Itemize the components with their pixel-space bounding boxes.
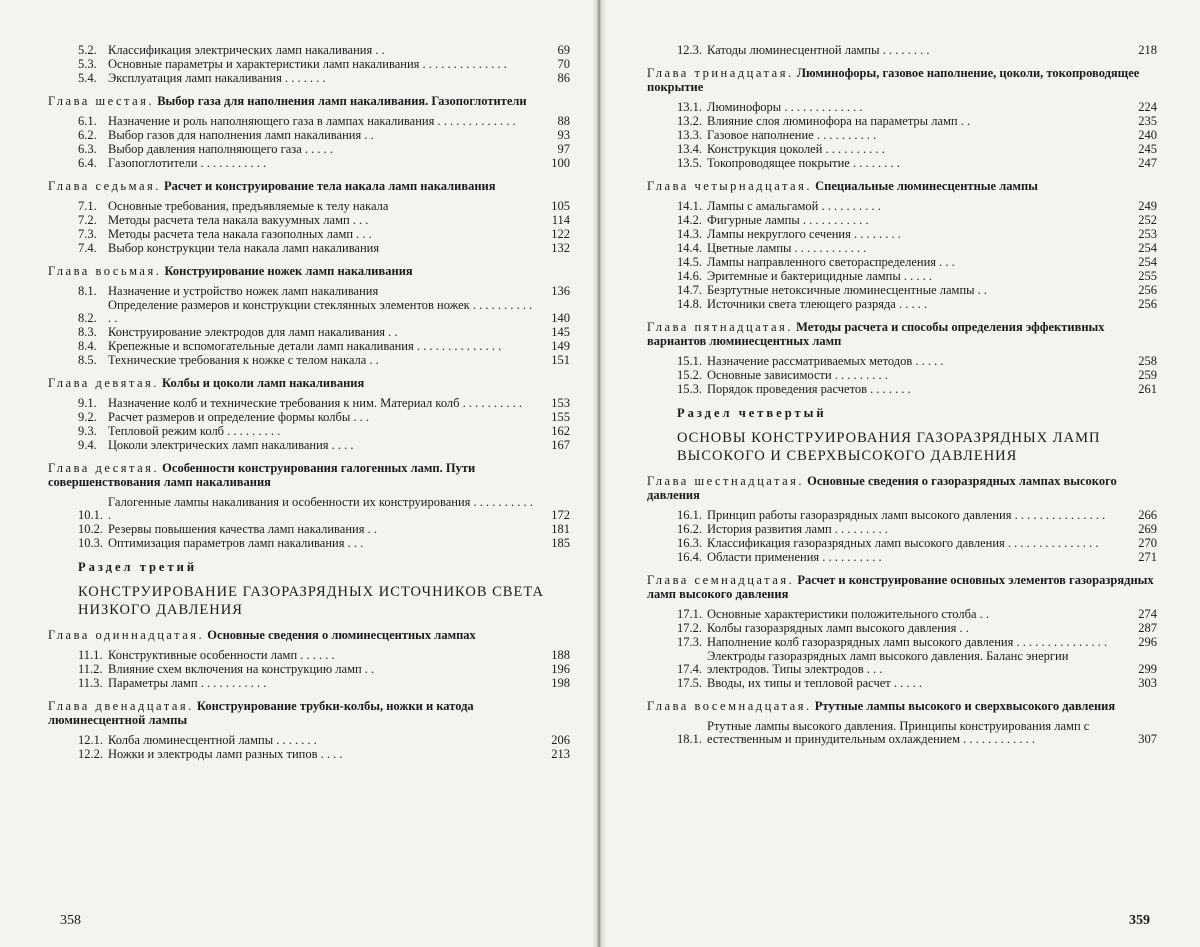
toc-entry [78, 496, 570, 522]
toc-entry [677, 270, 1157, 283]
toc-entry-title: История развития ламп . . . . . . . . . [707, 522, 888, 536]
toc-entry [677, 537, 1157, 550]
chapter-number: Глава семнадцатая. [647, 573, 795, 587]
chapter-number: Глава десятая. [48, 461, 160, 475]
toc-entry-page: 136 [551, 284, 570, 298]
toc-entry [78, 397, 570, 410]
chapter-title: Основные сведения о люминесцентных лампах [207, 628, 476, 642]
toc-entry-title: Влияние слоя люминофора на параметры ламп . . [707, 114, 971, 128]
toc-entry-title: Классификация газоразрядных ламп высокого давления . . . . . . . . . . . . . . . [707, 536, 1099, 550]
toc-entry-number: 9.4. [78, 438, 97, 452]
toc-entry-page: 254 [1138, 241, 1157, 255]
toc-entry-title: Методы расчета тела накала вакуумных ламп . . . [108, 213, 369, 227]
toc-entry-page: 252 [1138, 213, 1157, 227]
toc-entry-title: Колбы газоразрядных ламп высокого давления . . [707, 621, 969, 635]
toc-entry [78, 299, 570, 325]
toc-entry-title: Крепежные и вспомогательные детали ламп накаливания . . . . . . . . . . . . . . [108, 339, 502, 353]
toc-entry-number: 9.1. [78, 396, 97, 410]
toc-entry-title: Тепловой режим колб . . . . . . . . . [108, 424, 281, 438]
toc-entry-number: 14.6. [677, 269, 702, 283]
toc-entry-title: Основные зависимости . . . . . . . . . [707, 368, 888, 382]
toc-entry-page: 86 [557, 71, 570, 85]
chapter-number: Глава шестая. [48, 94, 155, 108]
toc-entry-page: 261 [1138, 382, 1157, 396]
toc-entry-number: 10.2. [78, 522, 103, 536]
toc-entry [78, 44, 570, 57]
toc-entry [78, 72, 570, 85]
toc-entry-page: 256 [1138, 283, 1157, 297]
toc-entry-page: 296 [1138, 635, 1157, 649]
toc-entry-page: 266 [1138, 508, 1157, 522]
toc-entry-number: 5.3. [78, 57, 97, 71]
toc-entry-number: 14.8. [677, 297, 702, 311]
chapter-heading [48, 376, 570, 390]
toc-entry-number: 14.5. [677, 255, 702, 269]
toc-entry-number: 11.1. [78, 648, 103, 662]
toc-entry-page: 274 [1138, 607, 1157, 621]
toc-entry [677, 157, 1157, 170]
chapter-number: Глава седьмая. [48, 179, 161, 193]
toc-entry-title: Конструирование электродов для ламп накаливания . . [108, 325, 398, 339]
toc-entry-page: 155 [551, 410, 570, 424]
toc-entry-page: 198 [551, 676, 570, 690]
toc-entry-page: 245 [1138, 142, 1157, 156]
chapter-title: Особенности конструирования галогенных ламп. Пути совершенствования ламп накаливания [48, 461, 476, 489]
toc-entry-number: 16.4. [677, 550, 702, 564]
toc-entry-page: 307 [1138, 732, 1157, 746]
toc-entry-number: 18.1. [677, 732, 702, 746]
toc-entry-number: 10.3. [78, 536, 103, 550]
chapter-number: Глава тринадцатая. [647, 66, 794, 80]
toc-entry-page: 299 [1138, 662, 1157, 676]
toc-entry-title: Фигурные лампы . . . . . . . . . . . [707, 213, 869, 227]
toc-entry [78, 242, 570, 255]
toc-entry [677, 115, 1157, 128]
toc-entry-page: 213 [551, 747, 570, 761]
toc-entry [78, 734, 570, 747]
left-page-number: 358 [60, 913, 81, 928]
toc-entry-number: 15.2. [677, 368, 702, 382]
chapter-heading [647, 699, 1157, 713]
toc-entry-title: Ножки и электроды ламп разных типов . . . . [108, 747, 343, 761]
toc-entry-title: Влияние схем включения на конструкцию ламп . . [108, 662, 375, 676]
toc-entry-page: 206 [551, 733, 570, 747]
toc-entry-page: 145 [551, 325, 570, 339]
toc-entry-number: 12.2. [78, 747, 103, 761]
toc-entry-title: Выбор газов для наполнения ламп накаливания . . [108, 128, 374, 142]
toc-entry-number: 14.3. [677, 227, 702, 241]
toc-entry-title: Назначение и устройство ножек ламп накаливания [108, 284, 379, 298]
toc-entry-number: 17.3. [677, 635, 702, 649]
chapter-heading [48, 179, 570, 193]
toc-entry-number: 14.2. [677, 213, 702, 227]
toc-entry [78, 354, 570, 367]
toc-entry-number: 16.3. [677, 536, 702, 550]
chapter-number: Глава четырнадцатая. [647, 179, 812, 193]
toc-entry-page: 258 [1138, 354, 1157, 368]
toc-entry-title: Выбор давления наполняющего газа . . . . . [108, 142, 334, 156]
toc-entry-number: 9.2. [78, 410, 97, 424]
toc-entry [677, 636, 1157, 649]
toc-entry-title: Основные требования, предъявляемые к телу накала [108, 199, 389, 213]
toc-entry-number: 8.4. [78, 339, 97, 353]
toc-entry-page: 162 [551, 424, 570, 438]
toc-entry-number: 17.5. [677, 676, 702, 690]
toc-entry [677, 298, 1157, 311]
toc-entry-title: Цоколи электрических ламп накаливания . . . . [108, 438, 354, 452]
chapter-number: Глава одиннадцатая. [48, 628, 205, 642]
toc-entry-title: Оптимизация параметров ламп накаливания . . . [108, 536, 364, 550]
toc-entry-number: 13.5. [677, 156, 702, 170]
toc-entry [78, 425, 570, 438]
toc-entry-title: Определение размеров и конструкции стеклянных элементов ножек . . . . . . . . . . . . [108, 298, 533, 325]
toc-entry-number: 15.1. [677, 354, 702, 368]
chapter-heading [48, 94, 570, 108]
toc-entry-number: 6.3. [78, 142, 97, 156]
chapter-heading [647, 66, 1157, 94]
toc-entry [78, 129, 570, 142]
toc-entry [78, 285, 570, 298]
toc-entry [677, 214, 1157, 227]
toc-entry-page: 69 [557, 43, 570, 57]
toc-entry-title: Люминофоры . . . . . . . . . . . . . [707, 100, 863, 114]
chapter-title: Расчет и конструирование тела накала ламп накаливания [164, 179, 496, 193]
left-page [0, 0, 595, 947]
right-page [605, 0, 1200, 947]
toc-entry-number: 6.1. [78, 114, 97, 128]
toc-entry-number: 8.2. [78, 311, 97, 325]
chapter-number: Глава восемнадцатая. [647, 699, 812, 713]
toc-entry [78, 326, 570, 339]
toc-entry-title: Лампы некруглого сечения . . . . . . . . [707, 227, 901, 241]
toc-entry-title: Безртутные нетоксичные люминесцентные лампы . . [707, 283, 988, 297]
toc-entry-number: 14.7. [677, 283, 702, 297]
toc-entry-number: 5.4. [78, 71, 97, 85]
toc-entry-page: 249 [1138, 199, 1157, 213]
toc-entry-title: Назначение колб и технические требования к ним. Материал колб . . . . . . . . . . [108, 396, 523, 410]
toc-entry-title: Конструктивные особенности ламп . . . . . . [108, 648, 335, 662]
toc-entry-title: Газопоглотители . . . . . . . . . . . [108, 156, 267, 170]
toc-entry-page: 256 [1138, 297, 1157, 311]
toc-entry-page: 235 [1138, 114, 1157, 128]
toc-entry-title: Колба люминесцентной лампы . . . . . . . [108, 733, 317, 747]
section-title: КОНСТРУИРОВАНИЕ ГАЗОРАЗРЯДНЫХ ИСТОЧНИКОВ СВЕТА НИЗКОГО ДАВЛЕНИЯ [78, 584, 544, 618]
toc-entry-title: Выбор конструкции тела накала ламп накаливания [108, 241, 380, 255]
toc-entry [78, 214, 570, 227]
toc-entry-title: Классификация электрических ламп накаливания . . [108, 43, 385, 57]
section-title: ОСНОВЫ КОНСТРУИРОВАНИЯ ГАЗОРАЗРЯДНЫХ ЛАМП ВЫСОКОГО И СВЕРХВЫСОКОГО ДАВЛЕНИЯ [677, 430, 1101, 464]
chapter-number: Глава девятая. [48, 376, 159, 390]
toc-entry-number: 8.5. [78, 353, 97, 367]
toc-entry-page: 114 [551, 213, 570, 227]
toc-entry-number: 8.1. [78, 284, 97, 298]
toc-entry [78, 523, 570, 536]
chapter-number: Глава пятнадцатая. [647, 320, 793, 334]
section-label: Раздел четвертый [677, 406, 827, 420]
toc-entry [677, 242, 1157, 255]
toc-entry-title: Основные параметры и характеристики ламп накаливания . . . . . . . . . . . . . . [108, 57, 507, 71]
chapter-title: Основные сведения о газоразрядных лампах высокого давления [647, 474, 1117, 502]
chapter-title: Люминофоры, газовое наполнение, цоколи, токопроводящее покрытие [647, 66, 1140, 94]
chapter-heading [48, 699, 570, 727]
toc-entry-title: Расчет размеров и определение формы колбы . . . [108, 410, 370, 424]
toc-entry-page: 122 [551, 227, 570, 241]
toc-entry-number: 13.4. [677, 142, 702, 156]
chapter-title: Колбы и цоколи ламп накаливания [162, 376, 365, 390]
toc-entry [78, 537, 570, 550]
toc-entry-title: Токопроводящее покрытие . . . . . . . . [707, 156, 900, 170]
toc-entry-title: Резервы повышения качества ламп накаливания . . [108, 522, 377, 536]
toc-entry [78, 411, 570, 424]
toc-entry-title: Цветные лампы . . . . . . . . . . . . [707, 241, 867, 255]
toc-entry-page: 185 [551, 536, 570, 550]
toc-entry-page: 188 [551, 648, 570, 662]
toc-entry [78, 677, 570, 690]
toc-entry [677, 608, 1157, 621]
toc-entry [677, 622, 1157, 635]
right-toc-column [647, 44, 1157, 747]
section-label: Раздел третий [78, 560, 198, 574]
toc-entry [677, 650, 1157, 676]
toc-entry [677, 677, 1157, 690]
toc-entry [78, 748, 570, 761]
toc-entry [78, 340, 570, 353]
toc-entry-title: Наполнение колб газоразрядных ламп высокого давления . . . . . . . . . . . . . . . [707, 635, 1108, 649]
toc-entry-number: 16.1. [677, 508, 702, 522]
toc-entry-number: 11.3. [78, 676, 103, 690]
toc-entry-number: 6.2. [78, 128, 97, 142]
chapter-number: Глава шестнадцатая. [647, 474, 805, 488]
toc-entry-number: 5.2. [78, 43, 97, 57]
toc-entry-title: Параметры ламп . . . . . . . . . . . [108, 676, 267, 690]
toc-entry-title: Технические требования к ножке с телом накала . . [108, 353, 379, 367]
toc-entry [78, 663, 570, 676]
toc-entry [78, 58, 570, 71]
toc-entry [677, 256, 1157, 269]
right-page-number: 359 [1129, 913, 1150, 928]
toc-entry-number: 6.4. [78, 156, 97, 170]
toc-entry-page: 70 [557, 57, 570, 71]
toc-entry-page: 269 [1138, 522, 1157, 536]
toc-entry-page: 303 [1138, 676, 1157, 690]
toc-entry-title: Газовое наполнение . . . . . . . . . . [707, 128, 877, 142]
toc-entry-number: 12.3. [677, 43, 702, 57]
toc-entry-title: Лампы направленного светораспределения . . . [707, 255, 955, 269]
toc-entry-title: Области применения . . . . . . . . . . [707, 550, 882, 564]
chapter-heading [48, 461, 570, 489]
toc-entry-page: 253 [1138, 227, 1157, 241]
toc-entry-title: Принцип работы газоразрядных ламп высокого давления . . . . . . . . . . . . . . . [707, 508, 1106, 522]
toc-entry-title: Катоды люминесцентной лампы . . . . . . . . [707, 43, 930, 57]
toc-entry-number: 17.4. [677, 662, 702, 676]
toc-entry-page: 247 [1138, 156, 1157, 170]
toc-entry-page: 240 [1138, 128, 1157, 142]
chapter-title: Выбор газа для наполнения ламп накаливания. Газопоглотители [157, 94, 527, 108]
toc-entry-number: 7.2. [78, 213, 97, 227]
toc-entry [78, 143, 570, 156]
toc-entry-page: 224 [1138, 100, 1157, 114]
toc-entry-title: Эритемные и бактерицидные лампы . . . . . [707, 269, 932, 283]
toc-entry-page: 254 [1138, 255, 1157, 269]
toc-entry-number: 16.2. [677, 522, 702, 536]
toc-entry-title: Ртутные лампы высокого давления. Принципы конструирования ламп с естественным и принудительным охлаждением . . . . . . . . . . . . [707, 719, 1090, 746]
toc-entry [78, 439, 570, 452]
toc-entry-page: 132 [551, 241, 570, 255]
toc-entry [677, 228, 1157, 241]
toc-entry-page: 255 [1138, 269, 1157, 283]
toc-entry-number: 17.1. [677, 607, 702, 621]
chapter-title: Конструирование ножек ламп накаливания [164, 264, 413, 278]
chapter-number: Глава двенадцатая. [48, 699, 194, 713]
toc-entry [677, 523, 1157, 536]
chapter-title: Методы расчета и способы определения эффективных вариантов люминесцентных ламп [647, 320, 1105, 348]
toc-entry [78, 157, 570, 170]
toc-entry-page: 270 [1138, 536, 1157, 550]
toc-entry [677, 129, 1157, 142]
toc-entry [677, 355, 1157, 368]
toc-entry-number: 14.4. [677, 241, 702, 255]
toc-entry-page: 93 [557, 128, 570, 142]
toc-entry-number: 10.1. [78, 508, 103, 522]
toc-entry [677, 551, 1157, 564]
toc-entry [78, 200, 570, 213]
toc-entry-number: 7.4. [78, 241, 97, 255]
toc-entry-page: 140 [551, 311, 570, 325]
toc-entry [78, 115, 570, 128]
toc-entry-title: Порядок проведения расчетов . . . . . . . [707, 382, 911, 396]
toc-entry [677, 143, 1157, 156]
toc-entry [78, 228, 570, 241]
chapter-title: Расчет и конструирование основных элементов газоразрядных ламп высокого давления [647, 573, 1154, 601]
toc-entry-page: 271 [1138, 550, 1157, 564]
chapter-heading [48, 264, 570, 278]
toc-entry [677, 284, 1157, 297]
toc-entry-page: 97 [557, 142, 570, 156]
toc-entry-page: 196 [551, 662, 570, 676]
left-toc-column [48, 44, 570, 762]
chapter-title: Конструирование трубки-колбы, ножки и катода люминесцентной лампы [48, 699, 474, 727]
toc-entry-title: Назначение и роль наполняющего газа в лампах накаливания . . . . . . . . . . . . . [108, 114, 516, 128]
toc-entry-page: 153 [551, 396, 570, 410]
toc-entry-title: Эксплуатация ламп накаливания . . . . . . . [108, 71, 326, 85]
chapter-title: Специальные люминесцентные лампы [815, 179, 1038, 193]
toc-entry-page: 151 [551, 353, 570, 367]
toc-entry-title: Лампы с амальгамой . . . . . . . . . . [707, 199, 881, 213]
chapter-heading [647, 179, 1157, 193]
toc-entry-title: Методы расчета тела накала газополных ламп . . . [108, 227, 372, 241]
toc-entry-number: 9.3. [78, 424, 97, 438]
toc-entry-title: Вводы, их типы и тепловой расчет . . . . . [707, 676, 923, 690]
toc-entry-title: Назначение рассматриваемых методов . . . . . [707, 354, 944, 368]
toc-entry-number: 14.1. [677, 199, 702, 213]
toc-entry [677, 720, 1157, 746]
toc-entry-title: Электроды газоразрядных ламп высокого давления. Баланс энергии электродов. Типы электродов . . . [707, 649, 1069, 676]
toc-entry-page: 172 [551, 508, 570, 522]
toc-entry-page: 287 [1138, 621, 1157, 635]
toc-entry-number: 7.3. [78, 227, 97, 241]
toc-entry-page: 105 [551, 199, 570, 213]
toc-entry-page: 181 [551, 522, 570, 536]
toc-entry-title: Конструкция цоколей . . . . . . . . . . [707, 142, 885, 156]
toc-entry-number: 13.1. [677, 100, 702, 114]
toc-entry [677, 509, 1157, 522]
toc-entry [677, 369, 1157, 382]
chapter-heading [647, 474, 1157, 502]
toc-entry-page: 149 [551, 339, 570, 353]
toc-entry-number: 13.3. [677, 128, 702, 142]
toc-entry-page: 88 [557, 114, 570, 128]
toc-entry-title: Источники света тлеющего разряда . . . . . [707, 297, 928, 311]
toc-entry-number: 11.2. [78, 662, 103, 676]
toc-entry-page: 218 [1138, 43, 1157, 57]
chapter-heading [647, 320, 1157, 348]
toc-entry-title: Галогенные лампы накаливания и особенности их конструирования . . . . . . . . . . . [108, 495, 533, 522]
book-gutter [592, 0, 606, 947]
toc-entry [677, 44, 1157, 57]
toc-entry-number: 17.2. [677, 621, 702, 635]
toc-entry-title: Основные характеристики положительного столба . . [707, 607, 989, 621]
chapter-heading [48, 628, 570, 642]
chapter-heading [647, 573, 1157, 601]
toc-entry-number: 7.1. [78, 199, 97, 213]
toc-entry [677, 101, 1157, 114]
toc-entry-page: 259 [1138, 368, 1157, 382]
toc-entry [677, 383, 1157, 396]
toc-entry-number: 8.3. [78, 325, 97, 339]
toc-entry-page: 167 [551, 438, 570, 452]
toc-entry-page: 100 [551, 156, 570, 170]
chapter-title: Ртутные лампы высокого и сверхвысокого давления [814, 699, 1116, 713]
toc-entry [677, 200, 1157, 213]
chapter-number: Глава восьмая. [48, 264, 162, 278]
toc-entry [78, 649, 570, 662]
toc-entry-number: 12.1. [78, 733, 103, 747]
toc-entry-number: 15.3. [677, 382, 702, 396]
toc-entry-number: 13.2. [677, 114, 702, 128]
